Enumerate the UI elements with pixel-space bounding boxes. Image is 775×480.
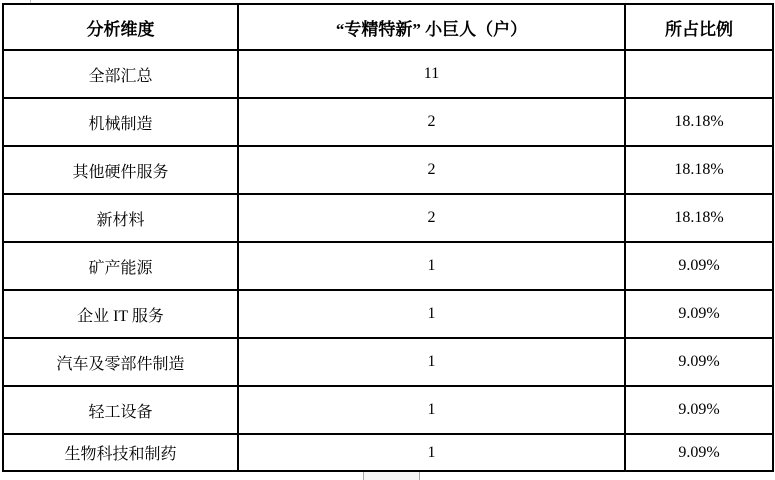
percentage-cell: 9.09% xyxy=(625,290,773,338)
column-header-percentage: 所占比例 xyxy=(625,4,773,50)
table-row xyxy=(3,434,773,471)
count-cell: 2 xyxy=(238,194,625,242)
count-cell: 1 xyxy=(238,434,625,471)
count-cell: 2 xyxy=(238,98,625,146)
dimension-cell: 汽车及零部件制造 xyxy=(3,338,238,386)
column-header-dimension: 分析维度 xyxy=(3,4,238,50)
dimension-cell: 其他硬件服务 xyxy=(3,146,238,194)
column-header-count: “专精特新” 小巨人（户） xyxy=(238,4,625,50)
next-element-edge xyxy=(363,472,420,480)
count-cell: 2 xyxy=(238,146,625,194)
count-cell: 1 xyxy=(238,338,625,386)
percentage-cell: 9.09% xyxy=(625,242,773,290)
table-row xyxy=(3,290,773,338)
percentage-cell: 9.09% xyxy=(625,338,773,386)
dimension-cell: 矿产能源 xyxy=(3,242,238,290)
table-row xyxy=(3,386,773,434)
table-row xyxy=(3,242,773,290)
table-row xyxy=(3,338,773,386)
table-row xyxy=(3,194,773,242)
dimension-cell: 企业 IT 服务 xyxy=(3,290,238,338)
count-cell: 1 xyxy=(238,242,625,290)
dimension-cell: 机械制造 xyxy=(3,98,238,146)
table-header-row xyxy=(3,4,773,50)
dimension-cell: 全部汇总 xyxy=(3,50,238,98)
percentage-cell: 9.09% xyxy=(625,386,773,434)
dimension-cell: 轻工设备 xyxy=(3,386,238,434)
percentage-cell: 18.18% xyxy=(625,98,773,146)
count-cell: 1 xyxy=(238,290,625,338)
count-cell: 11 xyxy=(238,50,625,98)
table-row xyxy=(3,98,773,146)
percentage-cell xyxy=(625,50,773,98)
table-body xyxy=(3,50,773,471)
percentage-cell: 18.18% xyxy=(625,146,773,194)
dimension-cell: 新材料 xyxy=(3,194,238,242)
table-row xyxy=(3,50,773,98)
table-row xyxy=(3,146,773,194)
percentage-cell: 9.09% xyxy=(625,434,773,471)
analysis-table xyxy=(2,3,774,472)
dimension-cell: 生物科技和制药 xyxy=(3,434,238,471)
percentage-cell: 18.18% xyxy=(625,194,773,242)
count-cell: 1 xyxy=(238,386,625,434)
